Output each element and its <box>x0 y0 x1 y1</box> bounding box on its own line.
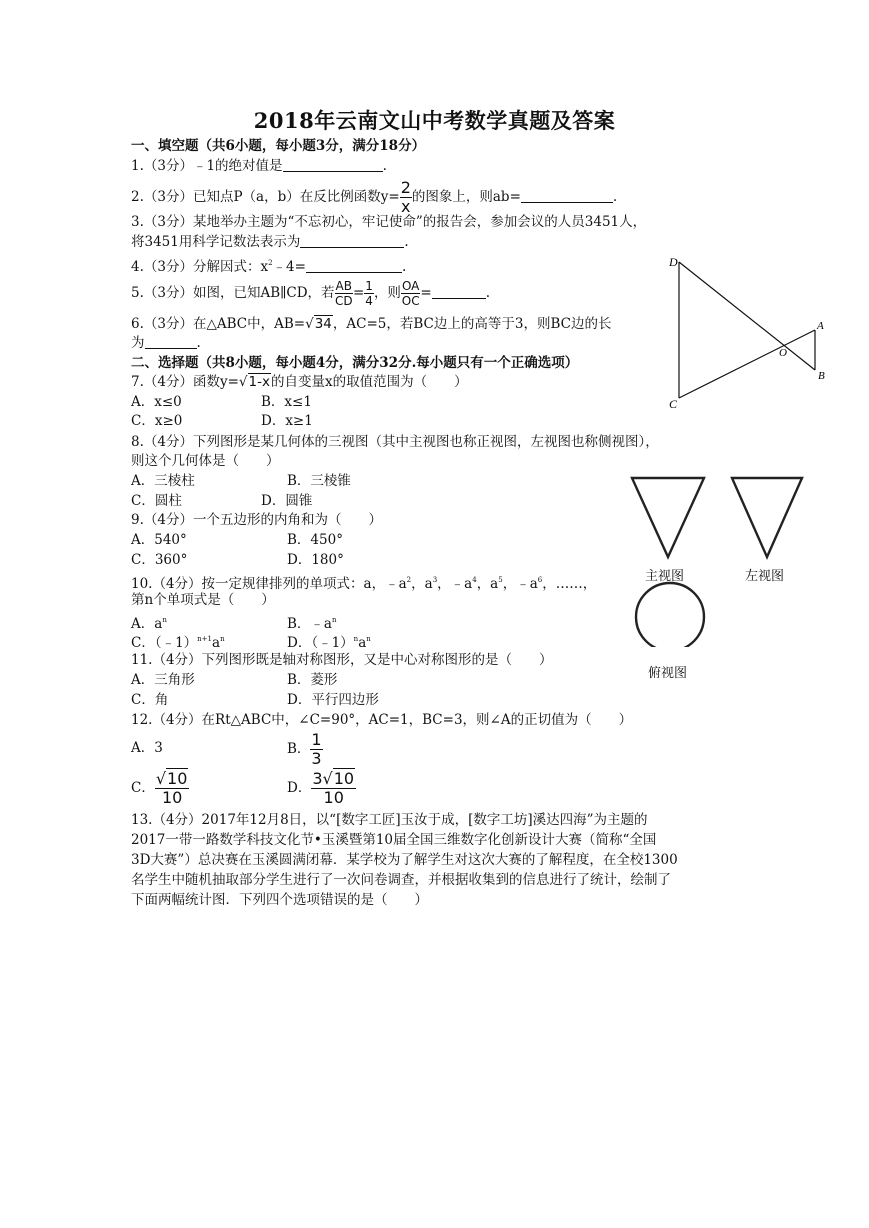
q4-text-b: ﹣4= <box>272 259 306 275</box>
q10-opt-d-exp: n <box>353 635 359 643</box>
q10-opt-d-base: a <box>358 635 367 651</box>
answer-blank <box>145 335 197 349</box>
q5-frac1-num: AB <box>335 279 352 293</box>
q7-text-a: 7.（4分）函数y= <box>131 374 239 390</box>
q8-three-views-figure <box>628 472 808 647</box>
answer-blank <box>432 285 486 299</box>
q2-fraction <box>400 180 412 215</box>
question-13-line-5: 下面两幅统计图．下列四个选项错误的是（ ） <box>131 892 428 908</box>
question-9: 9.（4分）一个五边形的内角和为（ ） <box>131 512 382 528</box>
q7-option-c: C．x≥0 <box>131 413 183 429</box>
q2-frac-num: 2 <box>400 178 411 197</box>
q12-opt-b-num: 1 <box>311 730 322 749</box>
q12-opt-d-den: 10 <box>323 788 344 807</box>
q12-opt-c-label: C． <box>131 780 155 796</box>
q3-text-b: 将3451用科学记数法表示为 <box>131 234 301 250</box>
q12-option-d <box>287 771 356 806</box>
q4-text-a: 4.（3分）分解因式：x <box>131 259 269 275</box>
question-2: 2.（3分）已知点P（a，b）在反比例函数y= $\frac{2}{x}$ 的图象上，则ab= . <box>131 178 618 216</box>
q9-option-a: A．540° <box>131 532 187 548</box>
q5-frac1-den: CD <box>334 294 353 308</box>
q7-radicand: 1-x <box>248 374 270 390</box>
q10-option-d <box>287 631 371 651</box>
q7-option-b: B．x≤1 <box>261 394 312 410</box>
q6-text-c: 为 <box>131 335 145 351</box>
section-fill-in-header: 一、填空题（共6小题，每小题3分，满分18分） <box>131 138 426 154</box>
q10-option-b <box>287 612 337 632</box>
question-11: 11.（4分）下列图形既是轴对称图形，又是中心对称图形的是（ ） <box>131 652 553 668</box>
question-13-line-4: 名学生中随机抽取部分学生进行了一次问卷调查，并根据收集到的信息进行了统计，绘制了 <box>131 872 671 888</box>
q4-exponent: 2 <box>268 259 273 267</box>
q12-opt-d-num: 3√10 <box>312 769 355 788</box>
q10-opt-a-text: A．a <box>131 616 163 632</box>
q10-exp-6: 6 <box>537 576 543 584</box>
q5-frac3-num: OA <box>401 279 420 293</box>
question-3-line-1: 3.（3分）某地举办主题为“不忘初心，牢记使命”的报告会，参加会议的人员3451人， <box>131 214 647 230</box>
q6-text-b: ，AC=5，若BC边上的高等于3，则BC边的长 <box>332 316 612 332</box>
q9-option-b: B．450° <box>287 532 343 548</box>
q10-exp-4: 4 <box>472 576 477 584</box>
label-d: D <box>669 255 678 269</box>
question-6-line-2: 为 . <box>131 335 201 351</box>
q10-text-b: ，a <box>411 576 433 592</box>
question-3-line-2: 将3451用科学记数法表示为 . <box>131 234 409 250</box>
q8-option-a: A．三棱柱 <box>131 473 195 489</box>
q10-text-d: ，a <box>476 576 499 592</box>
question-13-line-2: 2017一带一路数学科技文化节•玉溪暨第10届全国三维数字化创新设计大赛（简称“全国 <box>131 832 657 848</box>
q5-text-b: ，则 <box>373 285 401 301</box>
question-4: 4.（3分）分解因式：$x^2﹣4=$ . <box>131 259 407 275</box>
q2-frac-den: x <box>401 197 411 216</box>
label-c: C <box>669 397 678 411</box>
question-8-line-2: 则这个几何体是（ ） <box>131 453 280 469</box>
q10-opt-c-base: a <box>212 635 221 651</box>
q5-equals: = <box>352 285 365 301</box>
q11-option-c: C．角 <box>131 692 169 708</box>
q5-frac2-num: 1 <box>365 279 373 293</box>
line-d-b <box>679 262 815 370</box>
label-a: A <box>817 320 824 332</box>
left-view-triangle <box>732 478 802 557</box>
question-13-line-1: 13.（4分）2017年12月8日，以“[数字工匠]玉汝于成，[数字工坊]溪达四海”为主题的 <box>131 812 648 828</box>
answer-blank <box>306 259 402 273</box>
q12-opt-b-fraction <box>310 732 322 767</box>
section-choice-header: 二、选择题（共8小题，每小题4分，满分32分.每小题只有一个正确选项） <box>131 355 579 371</box>
q10-text-f: ，……， <box>542 576 597 592</box>
q9-option-c: C．360° <box>131 552 188 568</box>
q6-sqrt: √34 <box>305 316 332 332</box>
q12-option-c <box>131 771 189 806</box>
left-view-caption: 左视图 <box>745 569 785 584</box>
q10-text-e: ，﹣a <box>502 576 538 592</box>
q2-text-b: 的图象上，则ab= <box>411 189 521 205</box>
top-view-circle <box>636 583 704 647</box>
q12-opt-c-fraction <box>155 771 190 806</box>
question-6-line-1 <box>131 316 611 332</box>
page-title: 2018年云南文山中考数学真题及答案 <box>253 108 616 133</box>
q7-option-a: A．x≤0 <box>131 394 182 410</box>
top-view-caption: 俯视图 <box>648 666 688 681</box>
front-view-caption: 主视图 <box>645 569 685 584</box>
q10-exp-3: 3 <box>432 576 438 584</box>
q6-text-a: 6.（3分）在△ABC中，AB= <box>131 316 306 332</box>
label-b: B <box>818 370 825 382</box>
q11-option-b: B．菱形 <box>287 672 338 688</box>
q5-fraction-oa-oc <box>401 280 420 307</box>
q12-opt-d-coef: 3 <box>312 769 323 788</box>
q7-option-d: D．x≥1 <box>261 413 313 429</box>
question-10-line-2: 第n个单项式是（ ） <box>131 592 275 608</box>
q12-opt-b-den: 3 <box>311 749 322 768</box>
label-o: O <box>779 347 787 359</box>
q12-opt-d-label: D． <box>287 780 312 796</box>
q5-text-a: 5.（3分）如图，已知AB∥CD，若 <box>131 285 335 301</box>
q12-opt-c-den: 10 <box>161 788 183 807</box>
q8-option-c: C．圆柱 <box>131 493 182 509</box>
q10-opt-d-exp2: n <box>366 635 371 643</box>
q10-option-c <box>131 631 225 651</box>
question-5: 5.（3分）如图，已知AB∥CD，若 $\frac{AB}{CD}$ = $\frac{1}{4}$ ，则 $\frac{OA}{OC}$ = . <box>131 279 490 308</box>
q12-option-b <box>287 732 323 767</box>
q2-text-a: 2.（3分）已知点P（a，b）在反比例函数y= <box>131 189 400 205</box>
q10-opt-b-text: B．﹣a <box>287 616 332 632</box>
q7-text-b: 的自变量x的取值范围为（ ） <box>270 374 468 390</box>
question-12: 12.（4分）在Rt△ABC中，∠C=90°，AC=1，BC=3，则∠A的正切值为（ ） <box>131 712 633 728</box>
question-8-line-1: 8.（4分）下列图形是某几何体的三视图（其中主视图也称正视图，左视图也称侧视图）， <box>131 434 659 450</box>
q10-opt-c-exp2: n <box>220 635 225 643</box>
question-13-line-3: 3D大赛”）总决赛在玉溪圆满闭幕．某学校为了解学生对这次大赛的了解程度，在全校1300 <box>131 852 678 868</box>
question-7 <box>131 374 468 390</box>
q11-option-a: A．三角形 <box>131 672 195 688</box>
question-10-line-1 <box>131 572 596 592</box>
question-1: 1.（3分）﹣1的绝对值是 . <box>131 158 387 174</box>
q5-text-c: = <box>420 285 432 301</box>
q11-option-d: D．平行四边形 <box>287 692 379 708</box>
q7-sqrt: √1-x <box>238 374 270 390</box>
q10-exp-2: 2 <box>406 576 412 584</box>
q5-geometry-figure <box>660 250 840 415</box>
q10-opt-d-text: D．（﹣1） <box>287 635 354 651</box>
q10-opt-c-exp: n+1 <box>197 635 212 643</box>
q9-option-d: D．180° <box>287 552 344 568</box>
q12-opt-b-label: B． <box>287 741 311 757</box>
q5-fraction-ab-cd <box>335 280 353 307</box>
q12-option-a: A．3 <box>131 740 163 756</box>
q10-opt-a-exp: n <box>162 616 167 624</box>
q12-opt-c-num: √10 <box>155 769 188 788</box>
answer-blank <box>521 189 613 203</box>
q8-option-d: D．圆锥 <box>261 493 313 509</box>
q12-opt-d-radicand: 10 <box>333 769 355 788</box>
q1-text: 1.（3分）﹣1的绝对值是 <box>131 158 283 174</box>
q10-option-a <box>131 612 167 632</box>
q5-frac2-den: 4 <box>365 294 373 308</box>
q12-opt-d-fraction <box>311 771 356 806</box>
front-view-triangle <box>632 478 704 557</box>
q5-frac3-den: OC <box>401 294 420 308</box>
q5-fraction-1-4 <box>364 280 374 307</box>
q10-opt-c-text: C．（﹣1） <box>131 635 198 651</box>
q12-opt-c-radicand: 10 <box>167 769 188 788</box>
answer-blank <box>283 158 383 172</box>
q10-text-c: ，﹣a <box>437 576 473 592</box>
q10-text-a: 10.（4分）按一定规律排列的单项式：a，﹣a <box>131 576 407 592</box>
line-c-a <box>679 330 815 398</box>
answer-blank <box>300 234 404 248</box>
q10-exp-5: 5 <box>498 576 503 584</box>
q6-radicand: 34 <box>314 316 332 332</box>
q8-option-b: B．三棱锥 <box>287 473 351 489</box>
q10-opt-b-exp: n <box>331 616 337 624</box>
